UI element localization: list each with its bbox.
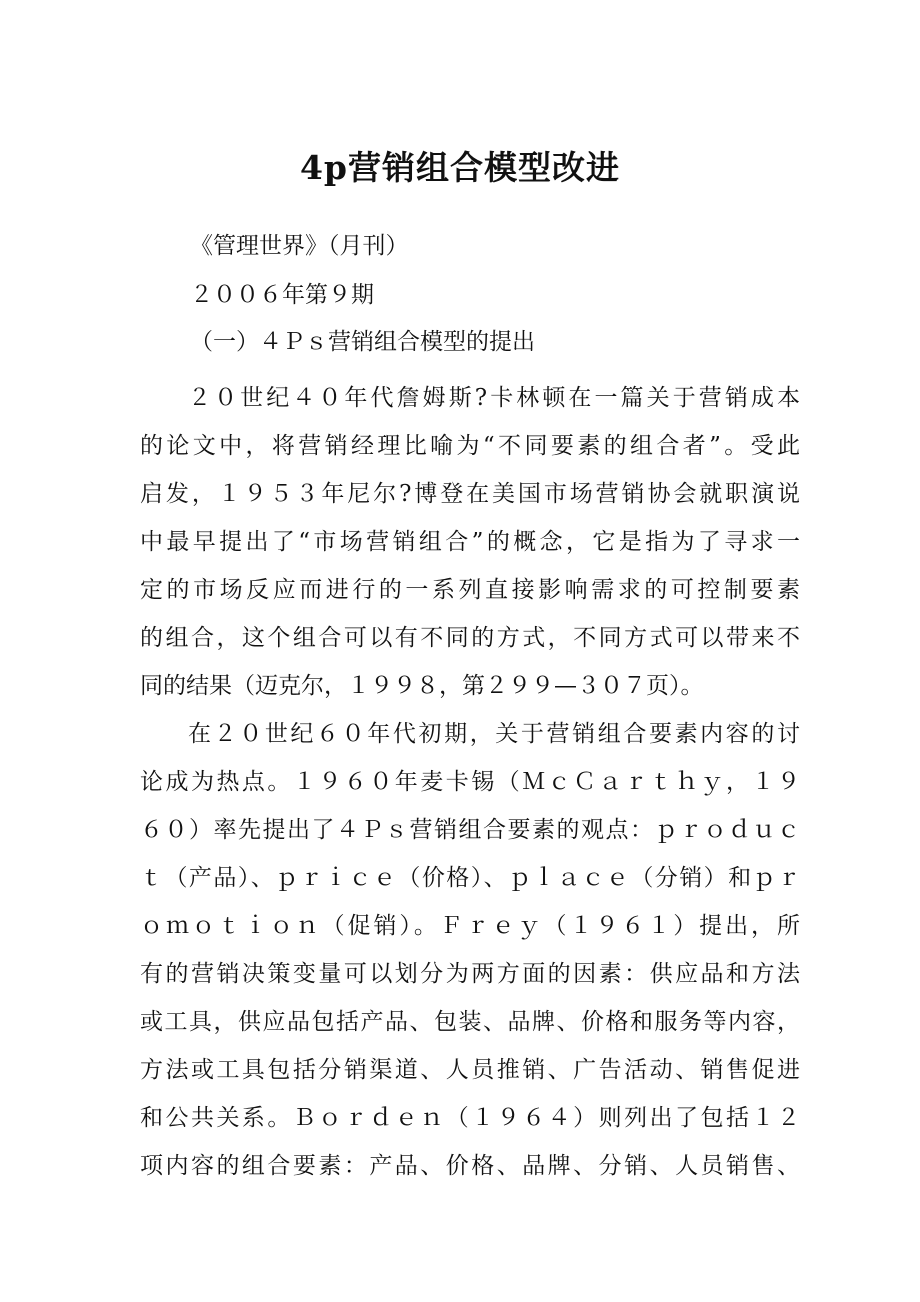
paragraph-1-line: 同的结果（迈克尔，１９９８，第２９９—３０７页）。 <box>140 673 704 699</box>
paragraph-1-line: 中最早提出了“市场营销组合”的概念，它是指为了寻求一 <box>140 529 800 555</box>
paragraph-2-line: ｔ（产品）、ｐｒｉｃｅ（价格）、ｐｌａｃｅ（分销）和ｐｒ <box>140 865 800 891</box>
document-title: 4p营销组合模型改进 <box>299 148 621 187</box>
paragraph-1-line: ２０世纪４０年代詹姆斯?卡林顿在一篇关于营销成本 <box>188 385 800 411</box>
section-heading: （一）４Ｐｓ营销组合模型的提出 <box>190 329 535 355</box>
paragraph-2 <box>140 710 800 1190</box>
paragraph-2-line: 在２０世纪６０年代初期，关于营销组合要素内容的讨 <box>188 721 800 747</box>
paragraph-1-line: 启发，１９５３年尼尔?博登在美国市场营销协会就职演说 <box>140 481 800 507</box>
paragraph-1 <box>140 374 800 710</box>
paragraph-2-line: 项内容的组合要素：产品、价格、品牌、分销、人员销售、 <box>140 1153 800 1179</box>
paragraph-1-line: 的论文中，将营销经理比喻为“不同要素的组合者”。受此 <box>140 433 800 459</box>
paragraph-1-line: 定的市场反应而进行的一系列直接影响需求的可控制要素 <box>140 577 800 603</box>
paragraph-1-line: 的组合，这个组合可以有不同的方式，不同方式可以带来不 <box>140 625 800 651</box>
paragraph-2-line: 或工具，供应品包括产品、包装、品牌、价格和服务等内容， <box>140 1009 800 1035</box>
paragraph-2-line: 有的营销决策变量可以划分为两方面的因素：供应品和方法 <box>140 961 800 987</box>
paragraph-2-line: ｏｍｏｔｉｏｎ（促销）。Ｆｒｅｙ（１９６１）提出，所 <box>140 913 800 939</box>
paragraph-2-line: 和公共关系。Ｂｏｒｄｅｎ（１９６４）则列出了包括１２ <box>140 1105 800 1131</box>
paragraph-2-line: ６０）率先提出了４Ｐｓ营销组合要素的观点：ｐｒｏｄｕｃ <box>140 817 800 843</box>
issue-number: ２００６年第９期 <box>190 282 374 308</box>
source-journal: 《管理世界》（月刊） <box>190 233 409 259</box>
paragraph-2-line: 方法或工具包括分销渠道、人员推销、广告活动、销售促进 <box>140 1057 800 1083</box>
paragraph-2-line: 论成为热点。１９６０年麦卡锡（ＭｃＣａｒｔｈｙ，１９ <box>140 769 800 795</box>
